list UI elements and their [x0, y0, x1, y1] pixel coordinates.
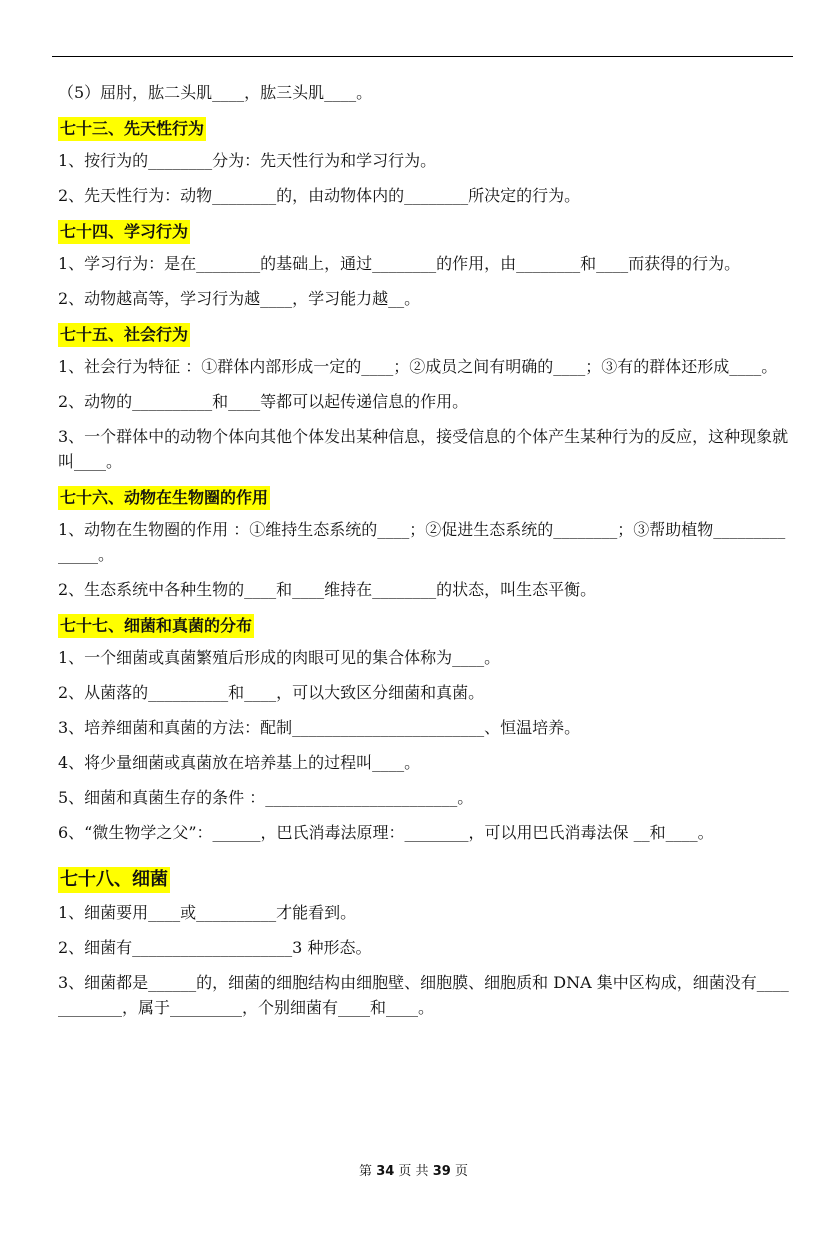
section-block	[58, 115, 793, 208]
section-heading: 七十五、社会行为	[58, 323, 190, 347]
section-item: 2、细菌有____________________3 种形态。	[58, 938, 372, 957]
section-item: 2、生态系统中各种生物的____和____维持在________的状态，叫生态平衡。	[58, 580, 597, 599]
section-item: 3、培养细菌和真菌的方法：配制________________________、恒温培养。	[58, 718, 581, 737]
footer-page-number: 34	[376, 1164, 395, 1179]
section-item: 5、细菌和真菌生存的条件 ：________________________。	[58, 788, 474, 807]
footer-total-pages: 39	[432, 1164, 451, 1179]
section-heading: 七十三、先天性行为	[58, 117, 206, 141]
footer-middle: 页 共	[398, 1164, 429, 1179]
header-rule	[52, 56, 793, 57]
section-item: 3、细菌都是______的，细菌的细胞结构由细胞壁、细胞膜、细胞质和 DNA 集中区构成，细菌没有____________，属于_________，个别细菌有____和____。	[58, 973, 789, 1017]
section-item: 2、从菌落的__________和____，可以大致区分细菌和真菌。	[58, 683, 485, 702]
section-heading: 七十四、学习行为	[58, 220, 190, 244]
section-block	[58, 321, 793, 474]
section-item: 4、将少量细菌或真菌放在培养基上的过程叫____。	[58, 753, 421, 772]
section-item: 1、一个细菌或真菌繁殖后形成的肉眼可见的集合体称为____。	[58, 648, 501, 667]
intro-line: （5）屈肘，肱二头肌____，肱三头肌____。	[58, 83, 373, 102]
footer-prefix: 第	[359, 1164, 373, 1179]
footer-suffix: 页	[454, 1164, 468, 1179]
section-heading: 七十六、动物在生物圈的作用	[58, 486, 270, 510]
page-footer	[0, 1160, 827, 1179]
section-block	[58, 484, 793, 602]
section-item: 1、动物在生物圈的作用 ：①维持生态系统的____；②促进生态系统的________；③帮助植物______________。	[58, 520, 786, 564]
section-block	[58, 855, 793, 1020]
section-block	[58, 218, 793, 311]
section-item: 1、学习行为：是在________的基础上，通过________的作用，由________和____而获得的行为。	[58, 254, 741, 273]
section-item: 2、动物的__________和____等都可以起传递信息的作用。	[58, 392, 469, 411]
section-heading: 七十七、细菌和真菌的分布	[58, 614, 254, 638]
section-item: 1、细菌要用____或__________才能看到。	[58, 903, 357, 922]
document-body	[58, 80, 793, 1030]
section-block	[58, 612, 793, 845]
section-heading: 七十八、细菌	[58, 867, 170, 893]
section-item: 6、“微生物学之父”：______，巴氏消毒法原理：________，可以用巴氏消毒法保 __和____。	[58, 823, 714, 842]
section-item: 1、社会行为特征 ：①群体内部形成一定的____；②成员之间有明确的____；③有的群体还形成____。	[58, 357, 778, 376]
section-item: 2、先天性行为：动物________的，由动物体内的________所决定的行为。	[58, 186, 581, 205]
sections-container	[58, 115, 793, 1020]
section-item: 1、按行为的________分为：先天性行为和学习行为。	[58, 151, 437, 170]
section-item: 2、动物越高等，学习行为越____，学习能力越__。	[58, 289, 421, 308]
section-item: 3、一个群体中的动物个体向其他个体发出某种信息，接受信息的个体产生某种行为的反应，这种现象就叫____。	[58, 427, 789, 471]
